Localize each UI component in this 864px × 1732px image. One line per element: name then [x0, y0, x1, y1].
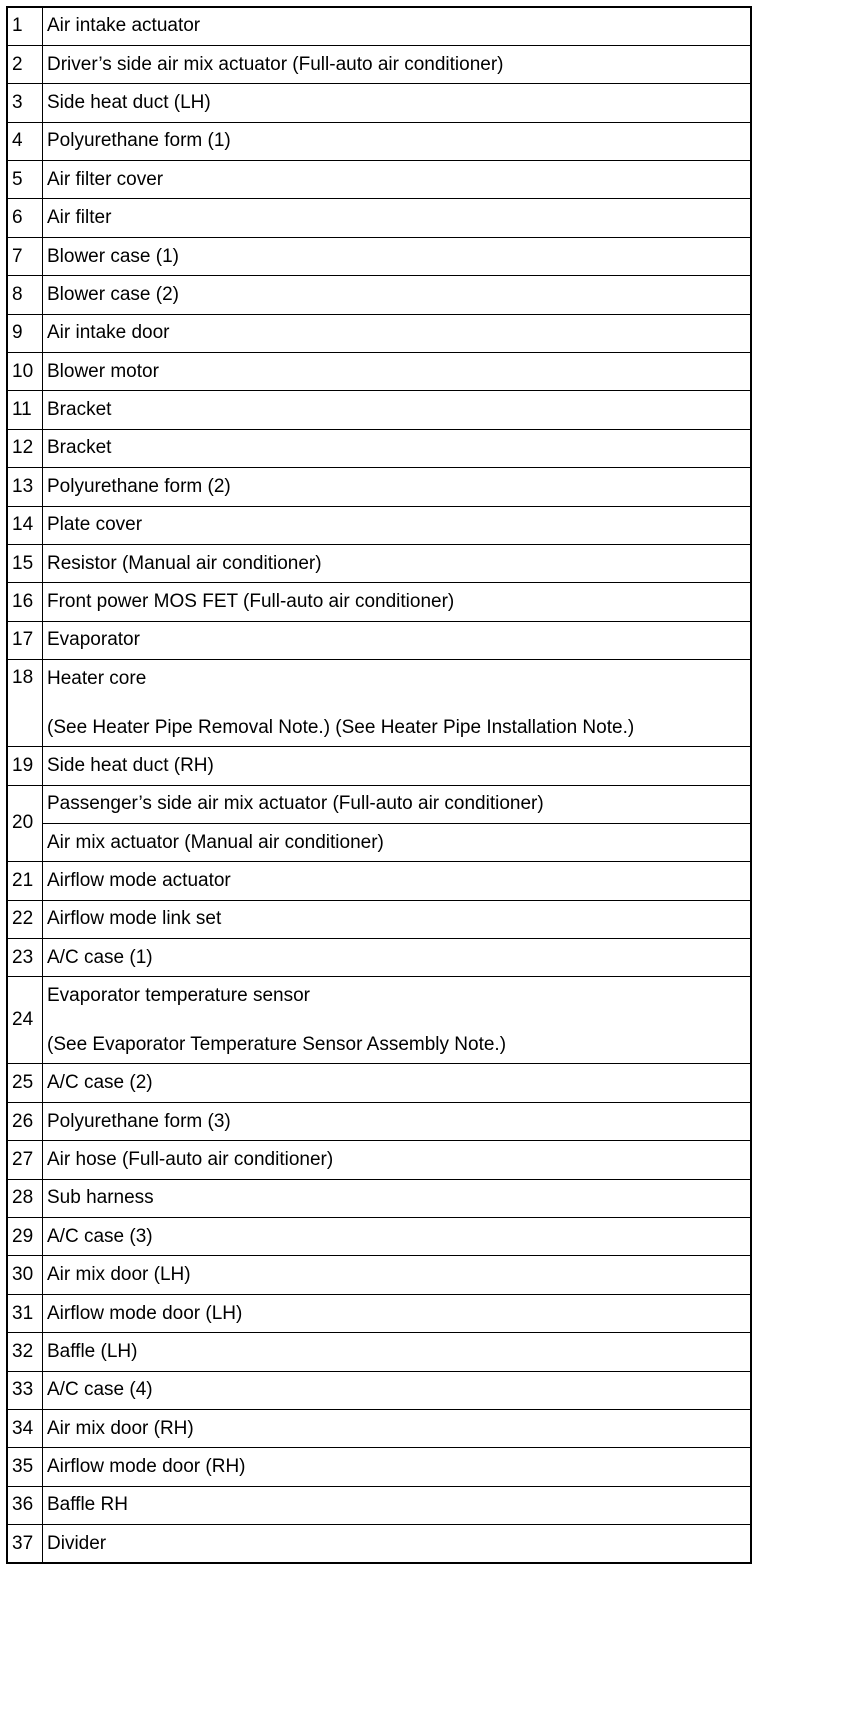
part-number: 25 — [7, 1064, 43, 1102]
table-row — [7, 122, 751, 160]
part-description — [43, 862, 752, 900]
part-number: 3 — [7, 84, 43, 122]
part-description — [43, 1256, 752, 1294]
part-name: Air filter — [47, 207, 112, 229]
part-description — [43, 45, 752, 83]
table-row — [7, 862, 751, 900]
table-row — [7, 1371, 751, 1409]
part-description — [43, 161, 752, 199]
part-name: Side heat duct (LH) — [47, 91, 211, 113]
part-name: Air mix door (LH) — [47, 1264, 191, 1286]
part-name: Blower case (1) — [47, 245, 179, 267]
table-row — [7, 314, 751, 352]
part-name: Airflow mode link set — [47, 908, 222, 930]
table-row — [7, 276, 751, 314]
part-name: Blower case (2) — [47, 283, 179, 305]
table-row — [7, 45, 751, 83]
table-row — [7, 199, 751, 237]
part-description — [43, 391, 752, 429]
table-row — [7, 1333, 751, 1371]
part-name: Polyurethane form (3) — [47, 1110, 231, 1132]
part-description — [43, 1294, 752, 1332]
part-description — [43, 747, 752, 785]
parts-table-body — [7, 7, 751, 1563]
part-name: Side heat duct (RH) — [47, 754, 214, 776]
part-name: Blower motor — [47, 360, 159, 382]
table-row — [7, 1256, 751, 1294]
part-description — [43, 900, 752, 938]
table-row — [7, 1410, 751, 1448]
part-number: 2 — [7, 45, 43, 83]
table-row — [7, 544, 751, 582]
part-number: 4 — [7, 122, 43, 160]
part-description — [43, 1064, 752, 1102]
part-description — [43, 1333, 752, 1371]
table-row — [7, 506, 751, 544]
part-description — [43, 122, 752, 160]
part-description — [43, 1102, 752, 1140]
part-description — [43, 939, 752, 977]
part-name: A/C case (1) — [47, 946, 153, 968]
part-number: 30 — [7, 1256, 43, 1294]
part-number: 21 — [7, 862, 43, 900]
part-number: 29 — [7, 1218, 43, 1256]
part-number: 20 — [7, 785, 43, 862]
part-description — [43, 1525, 752, 1563]
table-row — [7, 7, 751, 45]
part-description: Air mix actuator (Manual air conditioner) — [43, 823, 752, 861]
part-description — [43, 314, 752, 352]
table-row — [7, 237, 751, 275]
part-number: 27 — [7, 1141, 43, 1179]
part-name: Air hose (Full-auto air conditioner) — [47, 1148, 334, 1170]
part-number: 32 — [7, 1333, 43, 1371]
part-number: 16 — [7, 583, 43, 621]
part-number: 1 — [7, 7, 43, 45]
part-name: Air intake door — [47, 322, 170, 344]
table-row — [7, 161, 751, 199]
part-number: 31 — [7, 1294, 43, 1332]
table-row — [7, 1525, 751, 1563]
part-number: 24 — [7, 977, 43, 1064]
part-name: Evaporator temperature sensor — [47, 984, 310, 1006]
part-number: 11 — [7, 391, 43, 429]
table-row — [7, 939, 751, 977]
table-row — [7, 747, 751, 785]
part-name: Heater core — [47, 667, 147, 689]
table-row — [7, 84, 751, 122]
part-name: Driver’s side air mix actuator (Full-auto air conditioner) — [47, 53, 504, 75]
table-row — [7, 900, 751, 938]
part-name: Air intake actuator — [47, 15, 201, 37]
part-number: 35 — [7, 1448, 43, 1486]
part-number: 10 — [7, 353, 43, 391]
part-description — [43, 468, 752, 506]
part-name: Baffle RH — [47, 1494, 128, 1516]
part-name: Bracket — [47, 399, 112, 421]
part-number: 6 — [7, 199, 43, 237]
table-row — [7, 1486, 751, 1524]
part-name: Airflow mode door (RH) — [47, 1456, 246, 1478]
part-description — [43, 1448, 752, 1486]
table-row — [7, 391, 751, 429]
part-note: (See Heater Pipe Removal Note.) (See Heater Pipe Installation Note.) — [47, 716, 635, 738]
part-name: Resistor (Manual air conditioner) — [47, 552, 322, 574]
part-number: 15 — [7, 544, 43, 582]
part-name: Sub harness — [47, 1187, 154, 1209]
part-name: Front power MOS FET (Full-auto air conditioner) — [47, 591, 455, 613]
part-number: 33 — [7, 1371, 43, 1409]
table-row — [7, 1102, 751, 1140]
part-name: Polyurethane form (1) — [47, 130, 231, 152]
part-description: Passenger’s side air mix actuator (Full-auto air conditioner) — [43, 785, 752, 823]
part-description — [43, 544, 752, 582]
part-number: 8 — [7, 276, 43, 314]
part-name: Airflow mode door (LH) — [47, 1302, 243, 1324]
part-number: 37 — [7, 1525, 43, 1563]
part-name: A/C case (3) — [47, 1225, 153, 1247]
table-row — [7, 353, 751, 391]
parts-table — [6, 6, 752, 1564]
part-number: 7 — [7, 237, 43, 275]
table-row — [7, 977, 751, 1064]
part-name: Air mix door (RH) — [47, 1417, 194, 1439]
part-number: 13 — [7, 468, 43, 506]
part-name: Divider — [47, 1532, 107, 1554]
table-row — [7, 468, 751, 506]
part-number: 23 — [7, 939, 43, 977]
part-number: 26 — [7, 1102, 43, 1140]
part-description — [43, 1218, 752, 1256]
part-name: Evaporator — [47, 629, 140, 651]
part-name: A/C case (4) — [47, 1379, 153, 1401]
part-description — [43, 429, 752, 467]
table-row — [7, 1064, 751, 1102]
part-description — [43, 276, 752, 314]
part-name: Baffle (LH) — [47, 1340, 138, 1362]
part-description — [43, 237, 752, 275]
part-description — [43, 621, 752, 659]
part-description — [43, 1410, 752, 1448]
part-name: Airflow mode actuator — [47, 870, 231, 891]
table-row — [7, 1448, 751, 1486]
table-row — [7, 1141, 751, 1179]
part-number: 14 — [7, 506, 43, 544]
part-number: 34 — [7, 1410, 43, 1448]
part-number: 19 — [7, 747, 43, 785]
part-description — [43, 660, 752, 747]
part-description — [43, 353, 752, 391]
part-description — [43, 7, 752, 45]
part-name: Air filter cover — [47, 168, 164, 190]
table-row — [7, 1294, 751, 1332]
table-row — [7, 621, 751, 659]
table-row — [7, 1218, 751, 1256]
table-row — [7, 429, 751, 467]
table-row — [7, 583, 751, 621]
table-row — [7, 660, 751, 747]
table-row — [7, 823, 751, 861]
part-name: Polyurethane form (2) — [47, 475, 231, 497]
part-name: Plate cover — [47, 514, 143, 536]
part-description — [43, 977, 752, 1064]
part-description — [43, 1371, 752, 1409]
part-description — [43, 1486, 752, 1524]
part-number: 12 — [7, 429, 43, 467]
part-name: A/C case (2) — [47, 1072, 153, 1094]
part-number: 28 — [7, 1179, 43, 1217]
part-name: Bracket — [47, 437, 112, 459]
part-number: 9 — [7, 314, 43, 352]
part-description — [43, 1141, 752, 1179]
part-description — [43, 84, 752, 122]
part-number: 18 — [7, 660, 43, 747]
table-row — [7, 1179, 751, 1217]
part-description — [43, 199, 752, 237]
part-number: 22 — [7, 900, 43, 938]
part-note: (See Evaporator Temperature Sensor Assembly Note.) — [47, 1033, 507, 1055]
part-description — [43, 506, 752, 544]
table-row — [7, 785, 751, 823]
part-number: 5 — [7, 161, 43, 199]
part-number: 36 — [7, 1486, 43, 1524]
part-description — [43, 583, 752, 621]
part-description — [43, 1179, 752, 1217]
part-number: 17 — [7, 621, 43, 659]
